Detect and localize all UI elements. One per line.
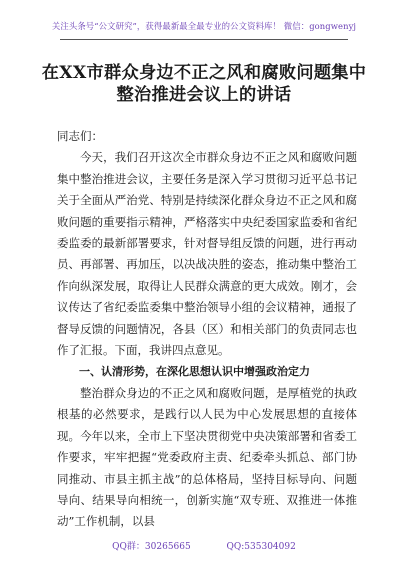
header-divider bbox=[60, 39, 348, 40]
footer-qq: QQ:535304092 bbox=[226, 542, 296, 552]
paragraph-intro: 今天，我们召开这次全市群众身边不正之风和腐败问题集中整治推进会议，主要任务是深入学习贯彻习近平总书记关于全面从严治党、特别是持续深化群众身边不正之风和腐败问题的重要指示精神，严格落实中央纪委国家监委和省纪委监委的最新部署要求，针对督导组反馈的问题，进行再动员、再部署、再加压，以决战决胜的姿态，推动集中整治工作向纵深发展，取得让人民群众满意的更大成效。刚才，会议传达了省纪委监委集中整治领导小组的会议精神，通报了督导反馈的问题情况，各县（区）和相关部门的负责同志也作了汇报。下面，我讲四点意见。 bbox=[57, 150, 357, 358]
document-title: 在XX市群众身边不正之风和腐败问题集中整治推进会议上的讲话 bbox=[41, 63, 367, 105]
section-heading: 一、认清形势，在深化思想认识中增强政治定力 bbox=[79, 365, 310, 379]
header-notice: 关注头条号“公文研究”，获得最新最全最专业的公文资料库！ 微信：gongwenyj bbox=[51, 21, 357, 31]
paragraph-section-1: 整治群众身边的不正之风和腐败问题，是厚植党的执政根基的必然要求，是践行以人民为中心发展思想的直接体现。今年以来，全市上下坚决贯彻党中央决策部署和省委工作要求，牢牢把握“党委政府主责、纪委牵头抓总、部门协同推动、市县主抓主战”的总体格局，坚持目标导向、问题导向、结果导向相统一，创新实施“双专班、双推进一体推动”工作机制，以县 bbox=[57, 385, 357, 529]
document-body bbox=[57, 126, 357, 533]
salutation: 同志们： bbox=[57, 129, 103, 143]
footer-contact bbox=[0, 539, 408, 552]
footer-qq-group: QQ群：30265665 bbox=[112, 542, 191, 552]
